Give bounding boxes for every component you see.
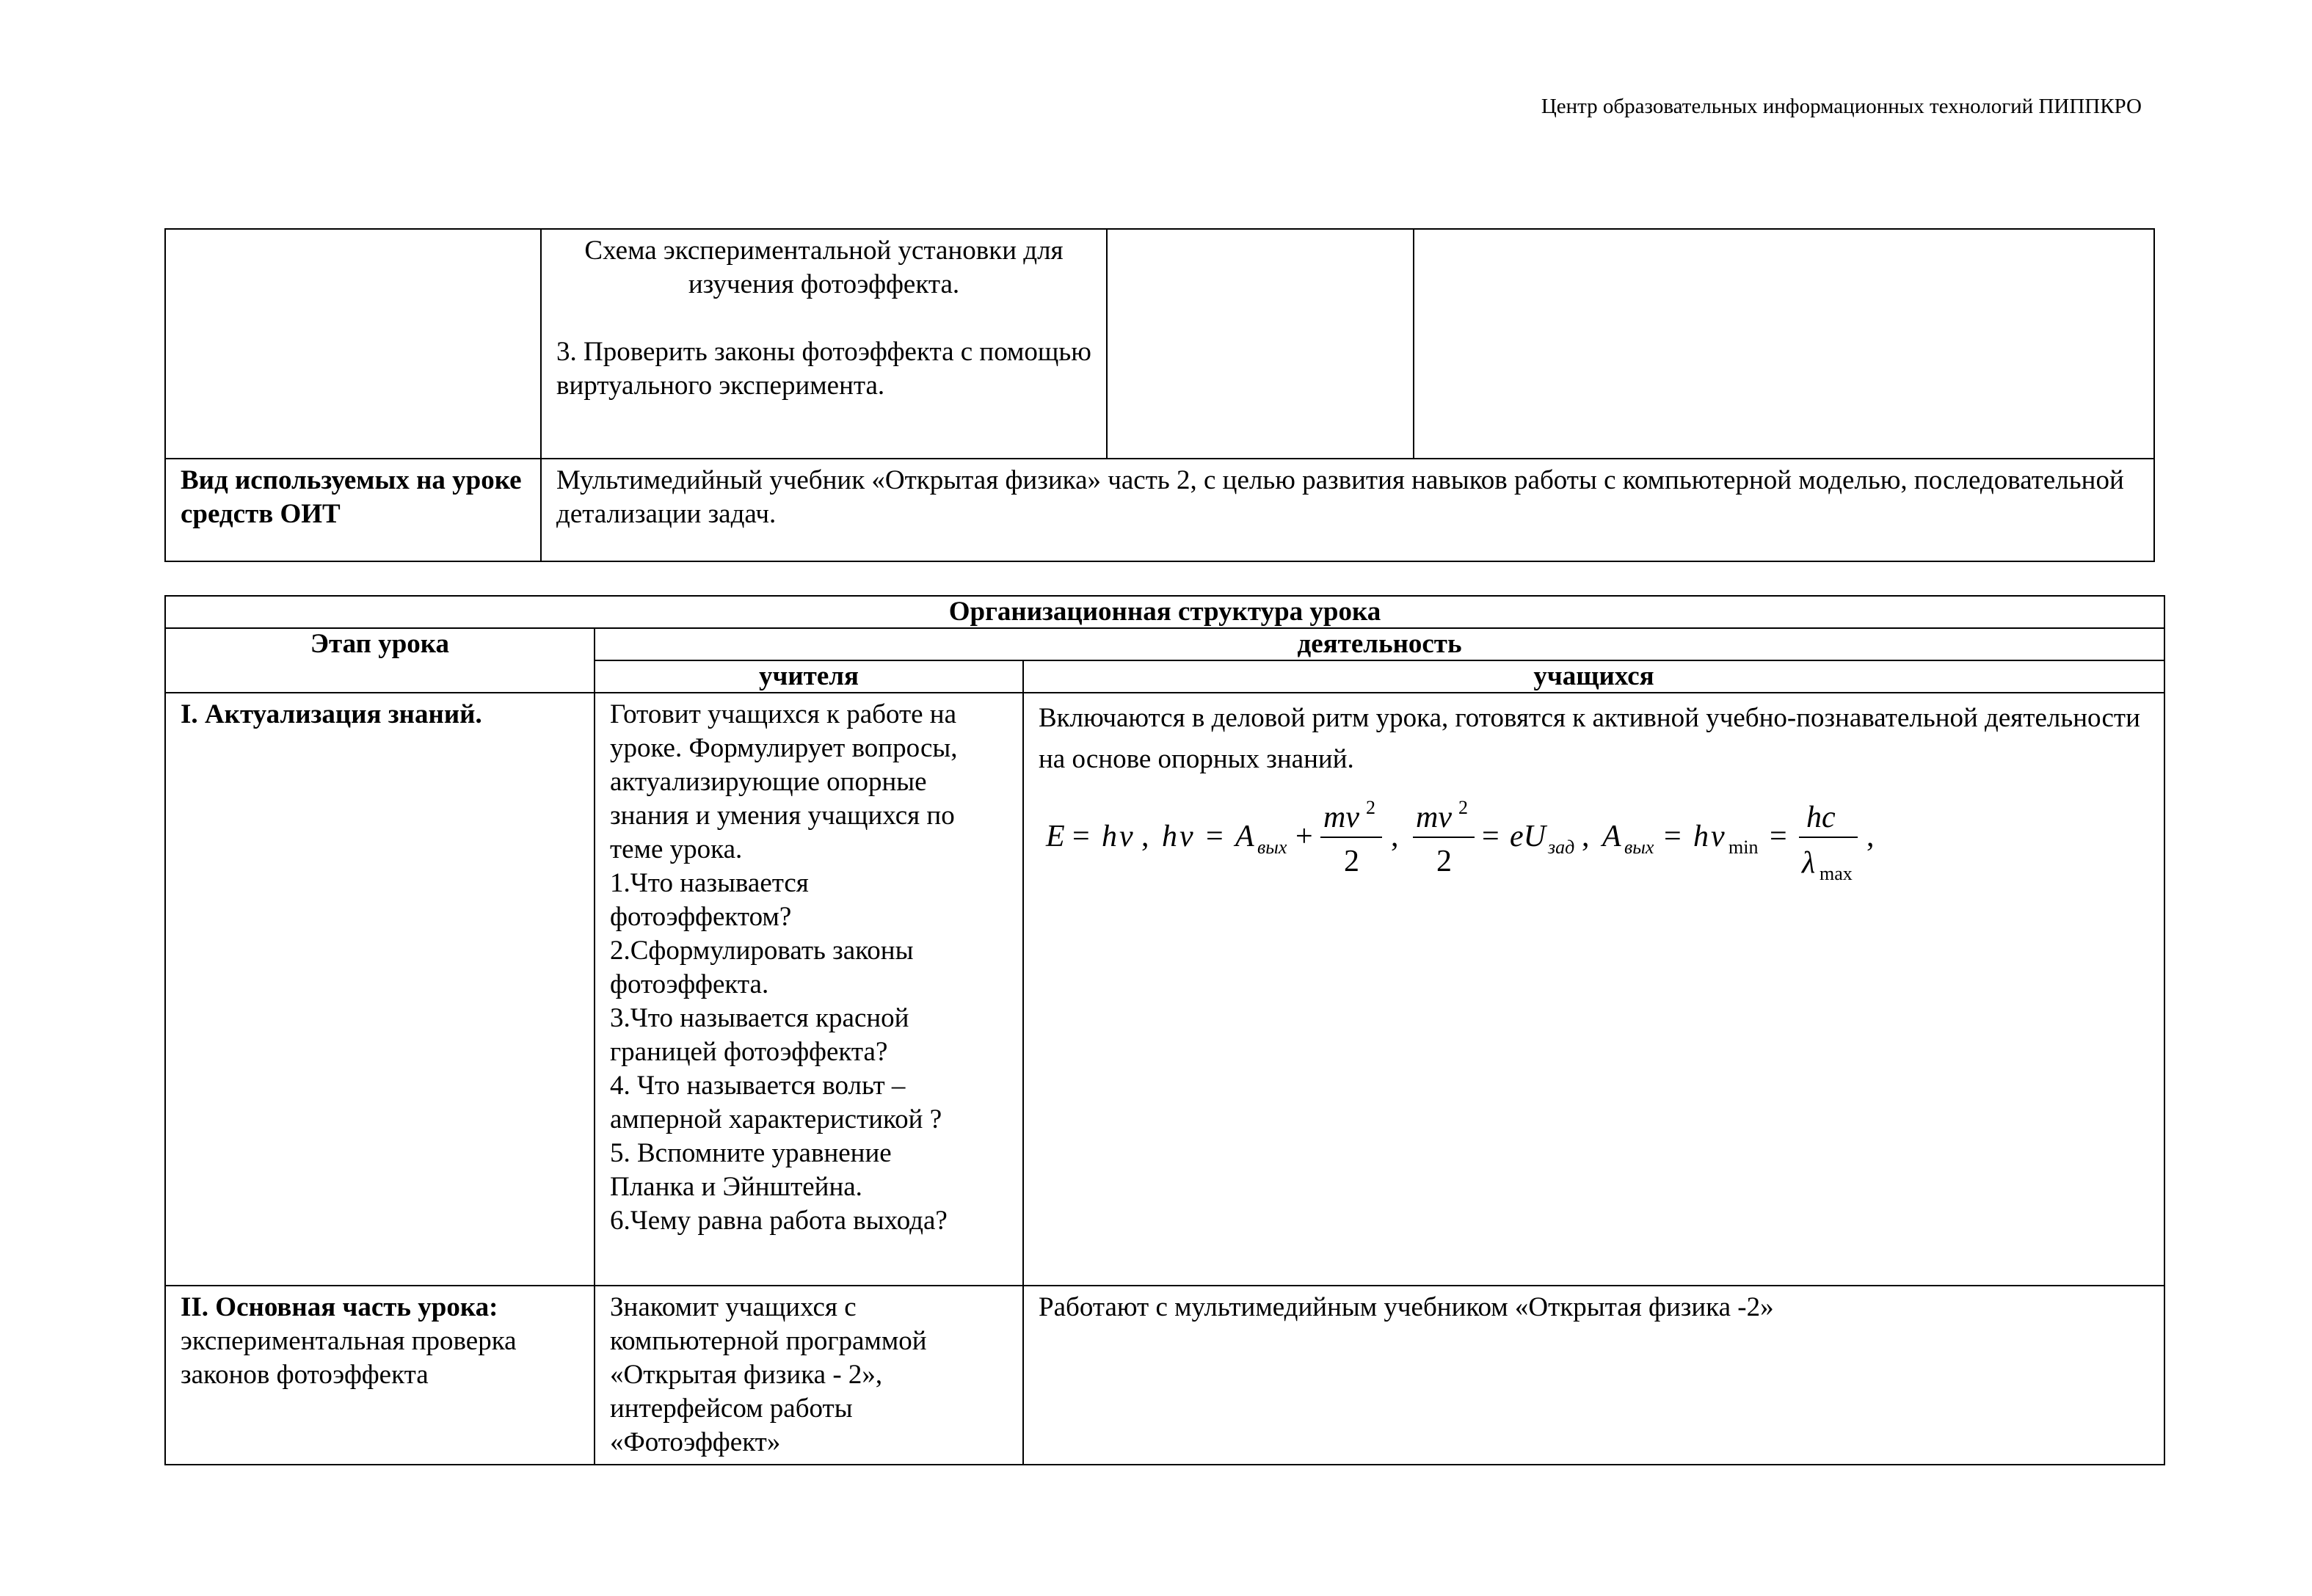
students-text: Включаются в деловой ритм урока, готовятся к активной учебно-познавательной деятельности на основе опорных знаний.	[1039, 703, 2140, 774]
teacher-line: Знакомит учащихся с	[610, 1292, 857, 1322]
f-sub-min: min	[1728, 837, 1759, 858]
teacher-line: 5. Вспомните уравнение	[610, 1138, 892, 1168]
top-table	[164, 228, 2155, 562]
empty-cell	[165, 229, 541, 459]
oit-value: Мультимедийный учебник «Открытая физика» часть 2, с целью развития навыков работы с компьютерной моделью, последовательной детализации задач.	[541, 459, 2154, 561]
f-sub-vyh2: вых	[1624, 837, 1654, 858]
f-two: 2	[1344, 845, 1359, 878]
teacher-cell	[595, 693, 1023, 1286]
oit-label: Вид используемых на уроке средств ОИТ	[165, 459, 541, 561]
teacher-line: Планка и Эйнштейна.	[610, 1172, 862, 1202]
structure-title: Организационная структура урока	[165, 596, 2164, 628]
structure-table	[164, 595, 2165, 1465]
teacher-line: знания и умения учащихся по	[610, 801, 955, 831]
teacher-line: 6.Чему равна работа выхода?	[610, 1206, 948, 1236]
scheme-caption: Схема экспериментальной установки для изучения фотоэффекта.	[584, 236, 1064, 299]
f-plus: +	[1295, 820, 1313, 853]
f-eU: eU	[1510, 820, 1546, 853]
col-stage: Этап урока	[165, 628, 595, 693]
f-h3: h	[1693, 820, 1709, 853]
photoeffect-formula	[1043, 801, 1953, 889]
teacher-line: 3.Что называется красной	[610, 1003, 909, 1033]
col-activity: деятельность	[595, 628, 2164, 660]
f-eq5: =	[1770, 820, 1787, 853]
f-E: E	[1046, 820, 1065, 853]
stage-cell	[165, 1286, 595, 1465]
teacher-line: амперной характеристикой ?	[610, 1104, 942, 1134]
f-eq3: =	[1482, 820, 1499, 853]
students-text: Работают с мультимедийным учебником «Открытая физика -2»	[1039, 1292, 1774, 1322]
teacher-line: уроке. Формулирует вопросы,	[610, 733, 958, 763]
teacher-line: Готовит учащихся к работе на	[610, 699, 957, 729]
teacher-line: границей фотоэффекта?	[610, 1037, 888, 1067]
stage-description: экспериментальная проверка законов фотоэффекта	[181, 1326, 517, 1390]
f-sub-zad: зад	[1548, 837, 1575, 858]
f-h2: h	[1162, 820, 1177, 853]
stage-title: II. Основная часть урока:	[181, 1292, 498, 1322]
f-nu3: ν	[1711, 820, 1725, 853]
f-comma4: ,	[1866, 820, 1875, 853]
f-h: h	[1102, 820, 1117, 853]
teacher-line: 1.Что называется	[610, 868, 809, 898]
header-org: Центр образовательных информационных технологий ПИППКРО	[1541, 95, 2142, 118]
stage-title: I. Актуализация знаний.	[181, 699, 482, 729]
teacher-line: «Фотоэффект»	[610, 1427, 781, 1457]
f-sub-vyh: вых	[1257, 837, 1287, 858]
empty-cell	[1414, 229, 2154, 459]
teacher-line: 2.Сформулировать законы	[610, 936, 914, 966]
students-cell	[1023, 1286, 2164, 1465]
teacher-line: «Открытая физика - 2»,	[610, 1360, 883, 1390]
f-sq: 2	[1366, 801, 1375, 818]
f-mv: mv	[1323, 801, 1359, 834]
teacher-line: интерфейсом работы	[610, 1393, 853, 1424]
col-students: учащихся	[1023, 660, 2164, 693]
f-A2: A	[1602, 820, 1621, 853]
scheme-cell	[541, 229, 1107, 459]
teacher-line: фотоэффекта.	[610, 969, 769, 999]
stage-cell	[165, 693, 595, 1286]
teacher-cell	[595, 1286, 1023, 1465]
f-A: A	[1235, 820, 1254, 853]
f-hc: hc	[1806, 801, 1836, 834]
step-3: 3. Проверить законы фотоэффекта с помощью виртуального эксперимента.	[556, 337, 1091, 401]
teacher-line: компьютерной программой	[610, 1326, 927, 1356]
f-nu: ν	[1119, 820, 1133, 853]
f-eq: =	[1072, 820, 1090, 853]
f-sub-max: max	[1820, 863, 1853, 884]
f-comma: ,	[1141, 820, 1149, 853]
f-sq2: 2	[1458, 801, 1468, 818]
f-mv2: mv	[1416, 801, 1452, 834]
teacher-line: теме урока.	[610, 834, 743, 864]
students-cell	[1023, 693, 2164, 1286]
empty-cell	[1107, 229, 1414, 459]
teacher-line: актуализирующие опорные	[610, 767, 927, 797]
f-comma3: ,	[1582, 820, 1590, 853]
teacher-line: 4. Что называется вольт –	[610, 1071, 906, 1101]
f-two2: 2	[1436, 845, 1452, 878]
f-comma2: ,	[1391, 820, 1399, 853]
f-eq2: =	[1206, 820, 1224, 853]
f-nu2: ν	[1179, 820, 1193, 853]
f-eq4: =	[1664, 820, 1682, 853]
f-lambda: λ	[1802, 846, 1816, 880]
teacher-line: фотоэффектом?	[610, 902, 792, 932]
col-teacher: учителя	[595, 660, 1023, 693]
